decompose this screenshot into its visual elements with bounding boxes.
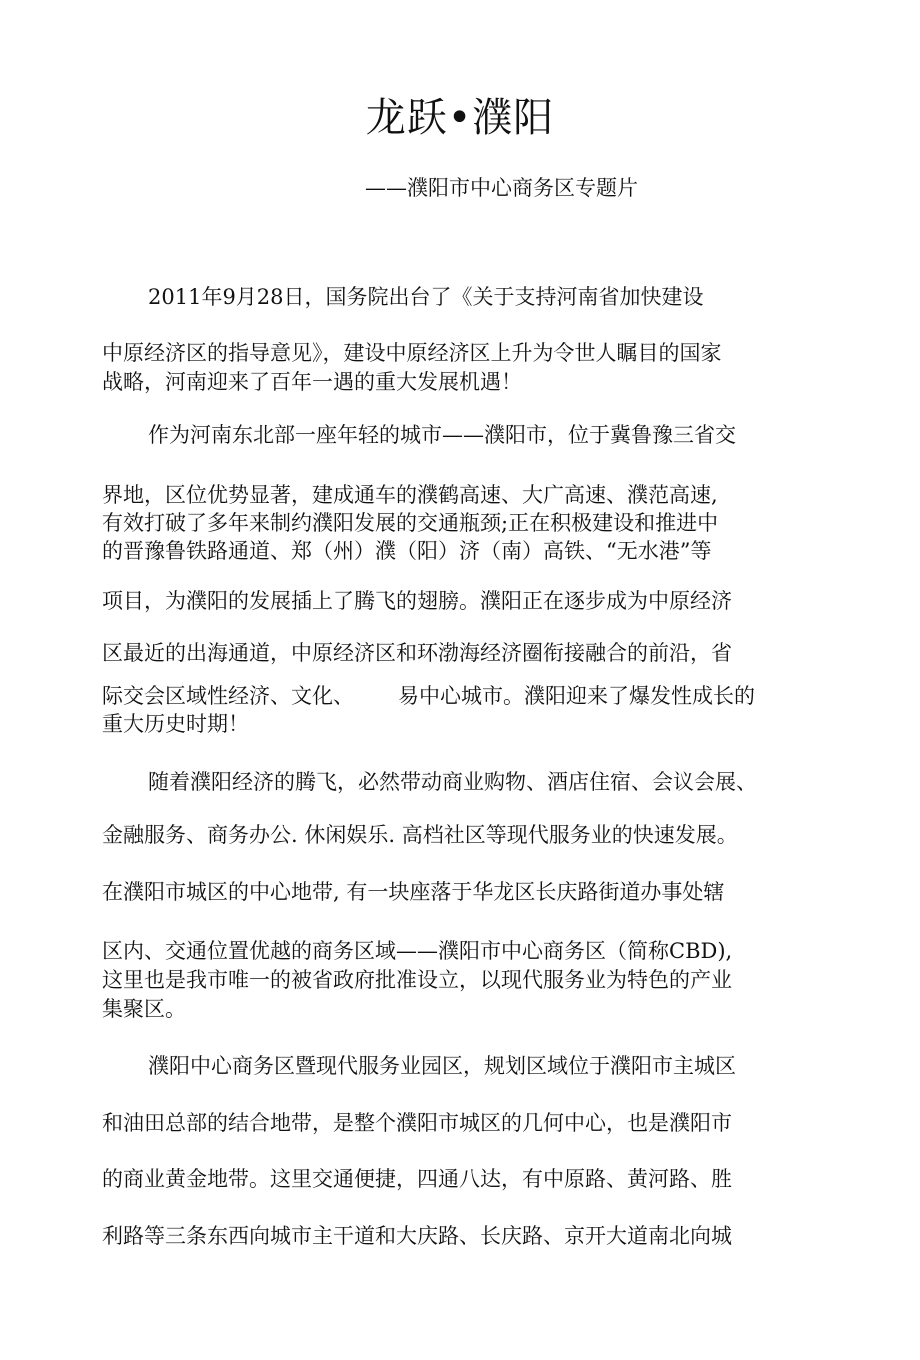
paragraph-line: 这里也是我市唯一的被省政府批准设立，以现代服务业为特色的产业 <box>102 968 732 992</box>
paragraph-line: 区内、交通位置优越的商务区域——濮阳市中心商务区（简称CBD), <box>102 939 733 963</box>
document-title: 龙跃•濮阳 <box>365 95 555 141</box>
paragraph-line: 金融服务、商务办公. 休闲娱乐. 高档社区等现代服务业的快速发展。 <box>102 823 738 847</box>
paragraph-line: 的商业黄金地带。这里交通便捷，四通八达，有中原路、黄河路、胜 <box>102 1167 732 1191</box>
paragraph-line: 重大历史时期！ <box>102 712 249 736</box>
paragraph-line: 作为河南东北部一座年轻的城市——濮阳市，位于冀鲁豫三省交 <box>148 423 736 447</box>
paragraph-line: 战略，河南迎来了百年一遇的重大发展机遇！ <box>102 370 522 394</box>
paragraph-line: 集聚区。 <box>102 997 186 1021</box>
paragraph-line: 在濮阳市城区的中心地带, 有一块座落于华龙区长庆路街道办事处辖 <box>102 880 725 904</box>
paragraph-line: 濮阳中心商务区暨现代服务业园区，规划区域位于濮阳市主城区 <box>148 1054 736 1078</box>
document-subtitle: ——濮阳市中心商务区专题片 <box>365 176 638 200</box>
paragraph-line: 项目，为濮阳的发展插上了腾飞的翅膀。濮阳正在逐步成为中原经济 <box>102 589 732 613</box>
paragraph-line: 2011年9月28日，国务院出台了《关于支持河南省加快建设 <box>148 285 704 309</box>
paragraph-line: 界地，区位优势显著，建成通车的濮鹤高速、大广高速、濮范高速, <box>102 483 718 507</box>
paragraph-line: 中原经济区的指导意见》，建设中原经济区上升为令世人瞩目的国家 <box>102 341 722 365</box>
paragraph-line: 区最近的出海通道，中原经济区和环渤海经济圈衔接融合的前沿，省 <box>102 641 732 665</box>
paragraph-line <box>102 681 755 711</box>
paragraph-line: 和油田总部的结合地带，是整个濮阳市城区的几何中心，也是濮阳市 <box>102 1111 732 1135</box>
paragraph-line-part: 际交会区域性经济、文化、 <box>102 684 354 708</box>
paragraph-line: 利路等三条东西向城市主干道和大庆路、长庆路、京开大道南北向城 <box>102 1224 732 1248</box>
paragraph-line: 的晋豫鲁铁路通道、郑（州）濮（阳）济（南）高铁、“无水港”等 <box>102 539 712 563</box>
paragraph-line: 有效打破了多年来制约濮阳发展的交通瓶颈;正在积极建设和推进中 <box>102 511 719 535</box>
paragraph-line: 随着濮阳经济的腾飞，必然带动商业购物、酒店住宿、会议会展、 <box>148 770 757 794</box>
paragraph-line-part: 易中心城市。濮阳迎来了爆发性成长的 <box>398 684 755 708</box>
